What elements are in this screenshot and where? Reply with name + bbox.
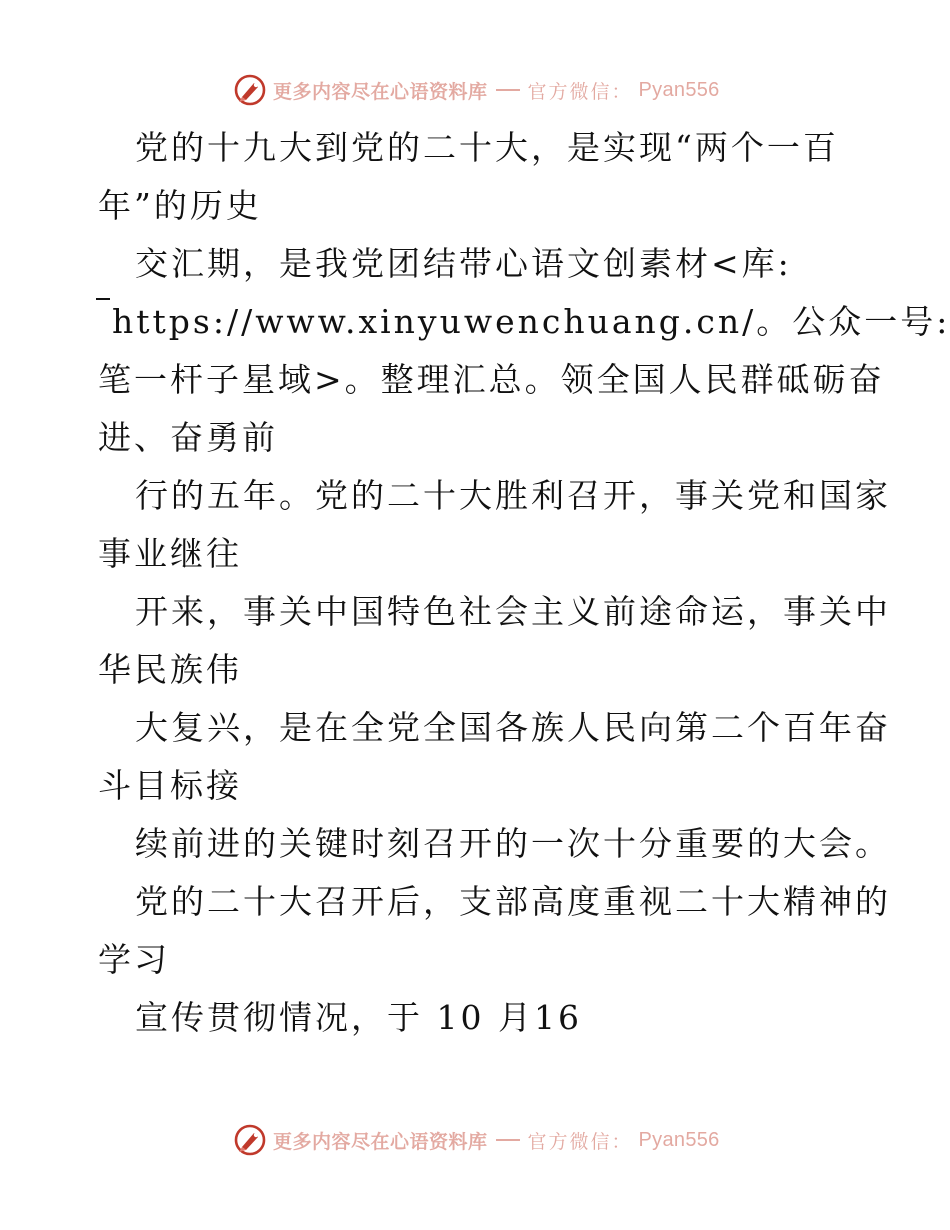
watermark-separator xyxy=(496,1139,520,1141)
watermark-wechat-label: 官方微信： xyxy=(527,1130,633,1153)
text-line: 华民族伟 xyxy=(98,650,242,689)
text-line: 斗目标接 xyxy=(98,766,242,805)
text-line: 进、奋勇前 xyxy=(98,418,278,457)
watermark-wechat-id: Pyan556 xyxy=(638,78,720,101)
pen-logo-icon xyxy=(233,73,267,107)
text-line: 行的五年。党的二十大胜利召开，事关党和国家 xyxy=(135,476,891,515)
watermark-text: 更多内容尽在心语资料库 xyxy=(273,1130,488,1153)
text-line: 续前进的关键时刻召开的一次十分重要的大会。 xyxy=(135,824,891,863)
text-cursor-mark xyxy=(96,298,110,300)
text-line: https://www.xinyuwenchuang.cn/。公众一号: xyxy=(112,302,950,341)
text-line: 学习 xyxy=(98,940,170,979)
watermark-header xyxy=(233,72,720,108)
watermark-wechat-label: 官方微信： xyxy=(527,80,633,103)
text-line: 党的二十大召开后，支部高度重视二十大精神的 xyxy=(135,882,891,921)
watermark-wechat-id: Pyan556 xyxy=(638,1128,720,1151)
watermark-footer xyxy=(233,1122,720,1158)
text-line: 年”的历史 xyxy=(98,186,262,225)
text-line: 大复兴，是在全党全国各族人民向第二个百年奋 xyxy=(135,708,891,747)
text-line: 开来，事关中国特色社会主义前途命运，事关中 xyxy=(135,592,891,631)
text-line: 交汇期，是我党团结带心语文创素材<库: xyxy=(135,244,792,283)
text-line: 党的十九大到党的二十大，是实现“两个一百 xyxy=(135,128,839,167)
watermark-separator xyxy=(496,89,520,91)
pen-logo-icon xyxy=(233,1123,267,1157)
text-line: 笔一杆子星域>。整理汇总。领全国人民群砥砺奋 xyxy=(98,360,885,399)
text-line: 宣传贯彻情况，于 10 月16 xyxy=(135,998,582,1037)
text-line: 事业继往 xyxy=(98,534,242,573)
watermark-text: 更多内容尽在心语资料库 xyxy=(273,80,488,103)
